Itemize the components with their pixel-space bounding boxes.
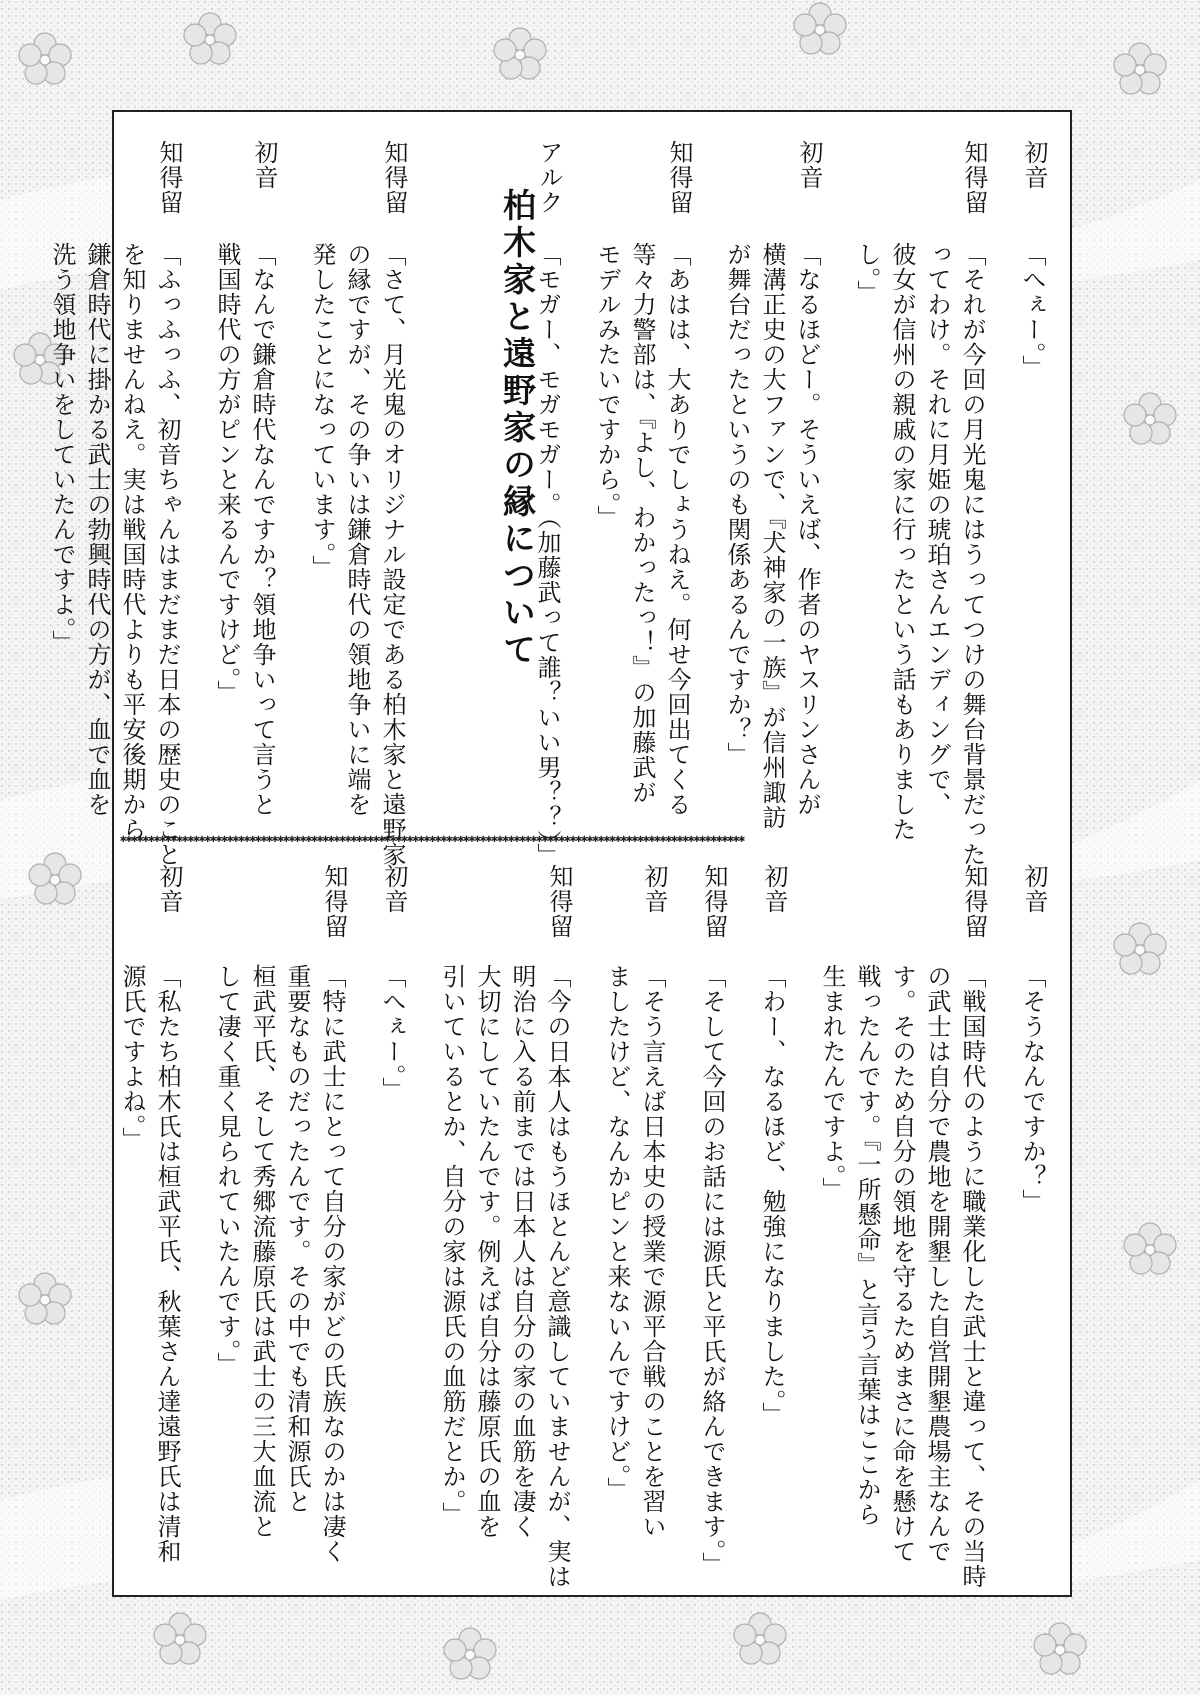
speaker-name: 初音	[640, 864, 668, 914]
speaker-name: 初音	[380, 864, 408, 914]
speaker-name: 初音	[1020, 140, 1048, 190]
speaker-name: 知得留	[700, 864, 728, 939]
speaker-name: 知得留	[960, 140, 988, 215]
speaker-name: 知得留	[960, 864, 988, 939]
dialogue-line: 「今の日本人はもうほとんど意識していませんが、実は 明治に入る前までは日本人は自分の家の血筋を凄く 大切にしていたんです。例えば自分は藤原氏の血を 引いているとか、自分の家は源氏の血筋だとか。」	[438, 964, 571, 1589]
dialogue-line: 「そうなんですか？」	[1018, 964, 1046, 1214]
dialogue-line: 「なんで鎌倉時代なんですか？領地争いって言うと 戦国時代の方がピンと来るんですけど。」	[213, 242, 276, 817]
divider: ✱✱✱✱✱✱✱✱✱✱✱✱✱✱✱✱✱✱✱✱✱✱✱✱✱✱✱✱✱✱✱✱✱✱✱✱✱✱✱✱✱✱✱✱✱✱✱✱✱✱✱✱✱✱✱✱✱✱✱✱✱✱✱✱✱✱✱✱✱✱✱✱✱✱✱✱✱✱✱✱✱✱✱✱✱✱✱✱✱✱✱✱✱✱✱✱✱✱✱✱✱✱✱✱✱✱✱✱✱✱✱	[120, 834, 745, 844]
dialogue-line: 「私たち柏木氏は桓武平氏、秋葉さん達遠野氏は清和 源氏ですよね。」	[118, 964, 181, 1564]
speaker-name: 知得留	[545, 864, 573, 939]
speaker-name: 初音	[250, 140, 278, 190]
dialogue-line: 「なるほどー。そういえば、作者のヤスリンさんが 横溝正史の大ファンで、『犬神家の一族』が信州諏訪 が舞台だったというのも関係あるんですか？」	[723, 242, 821, 830]
speaker-name: アルク	[535, 140, 563, 215]
dialogue-line: 「へぇー。」	[378, 964, 406, 1102]
dialogue-line: 「へぇー。」	[1018, 242, 1046, 380]
section-heading: 柏木家と遠野家の縁について	[498, 188, 537, 669]
speaker-name: 初音	[760, 864, 788, 914]
dialogue-line: 「わー、なるほど、勉強になりました。」	[758, 964, 786, 1427]
dialogue-line: 「そう言えば日本史の授業で源平合戦のことを習い ましたけど、なんかピンと来ないんですけど。」	[603, 964, 666, 1539]
speaker-name: 知得留	[380, 140, 408, 215]
dialogue-line: 「さて、月光鬼のオリジナル設定である柏木家と遠野家 の縁ですが、その争いは鎌倉時代の領地争いに端を 発したことになっています。」	[308, 242, 406, 867]
speaker-name: 知得留	[320, 864, 348, 939]
speaker-name: 知得留	[155, 140, 183, 215]
dialogue-line: 「モガー、モガモガー。（加藤武って誰？いい男？？）」	[533, 242, 561, 868]
speaker-name: 初音	[795, 140, 823, 190]
dialogue-line: 「そして今回のお話には源氏と平氏が絡んできます。」	[698, 964, 726, 1577]
speaker-name: 知得留	[665, 140, 693, 215]
speaker-name: 初音	[1020, 864, 1048, 914]
dialogue-line: 「それが今回の月光鬼にはうってつけの舞台背景だった ってわけ。それに月姫の琥珀さんエンディングで、 彼女が信州の親戚の家に行ったという話もありました し。」	[853, 242, 986, 867]
speaker-name: 初音	[155, 864, 183, 914]
dialogue-line: 「特に武士にとって自分の家がどの氏族なのかは凄く 重要なものだったんです。その中でも清和源氏と 桓武平氏、そして秀郷流藤原氏は武士の三大血流と して凄く重く見られていたんです。」	[213, 964, 346, 1564]
dialogue-line: 「ふっふっふ、初音ちゃんはまだまだ日本の歴史のこと を知りませんねえ。実は戦国時代よりも平安後期から 鎌倉時代に掛かる武士の勃興時代の方が、血で血を 洗う領地争いをしていたんですよ。」	[48, 242, 181, 867]
text-panel	[48, 110, 1072, 1597]
dialogue-line: 「戦国時代のように職業化した武士と違って、その当時 の武士は自分で農地を開墾した自営開墾農場主なんで す。そのため自分の領地を守るためまさに命を懸けて 戦ったんです。『一所懸命』と言う言葉はここから 生まれたんですよ。」	[818, 964, 986, 1589]
dialogue-line: 「あはは、大ありでしょうねえ。何せ今回出てくる 等々力警部は、『よし、わかったっ！』の加藤武が モデルみたいですから。」	[593, 242, 691, 817]
